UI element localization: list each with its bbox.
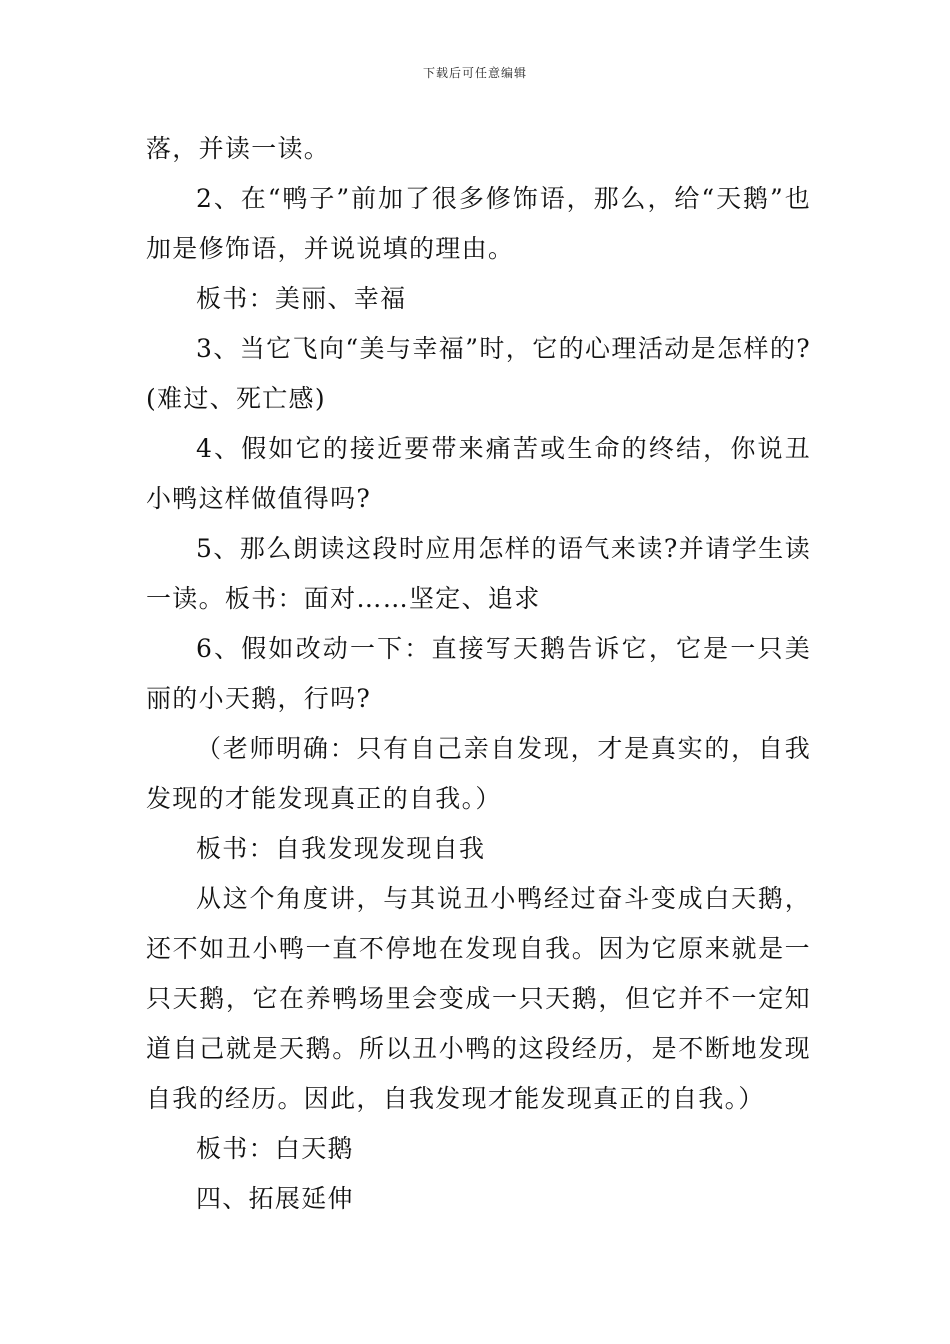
page-header: 下载后可任意编辑 [422,66,527,80]
paragraph-board-note-2: 板书：自我发现发现自我 [196,834,486,863]
paragraph-continuation: 落，并读一读。 [146,134,331,163]
section-heading-extension: 四、拓展延伸 [196,1184,354,1213]
paragraph-explanation: 从这个角度讲，与其说丑小鸭经过奋斗变成白天鹅，还不如丑小鸭一直不停地在发现自我。因为它原来就是一只天鹅，它在养鸭场里会变成一只天鹅，但它并不一定知道自己就是天鹅。所以丑小鸭的这段经历，是不断地发现自我的经历。因此，自我发现才能发现真正的自我。） [146,884,811,1113]
paragraph-board-note-3: 板书：白天鹅 [196,1134,354,1163]
paragraph-item-3: 3、当它飞向“美与幸福”时，它的心理活动是怎样的?(难过、死亡感) [146,334,811,413]
paragraph-item-4: 4、假如它的接近要带来痛苦或生命的终结，你说丑小鸭这样做值得吗? [146,434,811,513]
paragraph-item-5: 5、那么朗读这段时应用怎样的语气来读?并请学生读一读。板书：面对……坚定、追求 [146,534,811,613]
paragraph-item-6: 6、假如改动一下：直接写天鹅告诉它，它是一只美丽的小天鹅，行吗? [146,634,811,713]
document-body [146,124,811,1224]
paragraph-item-2: 2、在“鸭子”前加了很多修饰语，那么，给“天鹅”也加是修饰语，并说说填的理由。 [146,184,811,263]
paragraph-teacher-note: （老师明确：只有自己亲自发现，才是真实的，自我发现的才能发现真正的自我。） [146,734,811,813]
paragraph-board-note-1: 板书：美丽、幸福 [196,284,407,313]
